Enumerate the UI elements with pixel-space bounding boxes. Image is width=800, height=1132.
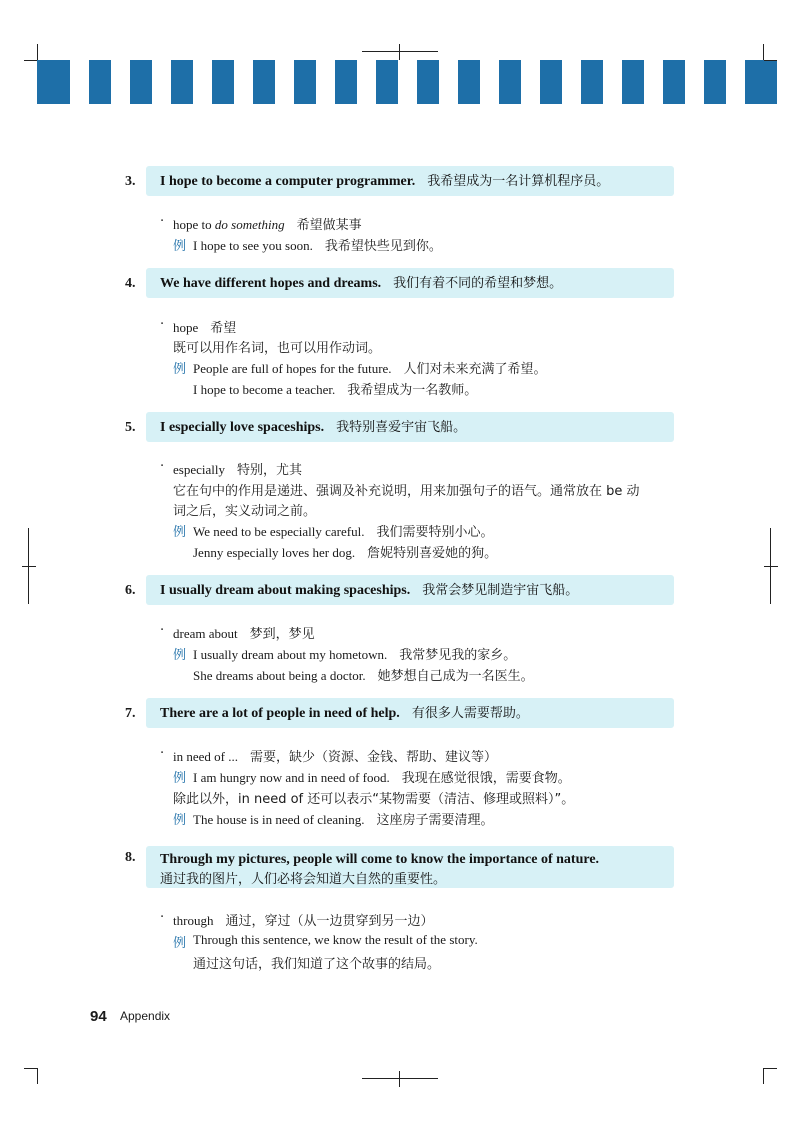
crop-mark (22, 566, 36, 567)
header-stripe (745, 60, 777, 104)
sentence-bar (146, 846, 674, 888)
sentence-cn: 我特别喜爱宇宙飞船。 (336, 420, 467, 435)
example-en: I am hungry now and in need of food. (193, 770, 390, 785)
note-head-cn: 希望做某事 (296, 218, 362, 233)
header-stripe (376, 60, 398, 104)
example-line (193, 767, 571, 786)
note-head (173, 623, 315, 642)
note-head-cn: 需要，缺少（资源、金钱、帮助、建议等） (249, 750, 497, 765)
note-head-cn: 希望 (210, 321, 237, 336)
sentence-cn: 通过我的图片，人们必将会知道大自然的重要性。 (160, 872, 447, 887)
example-cn: 人们对未来充满了希望。 (403, 362, 547, 377)
bullet: · (160, 459, 165, 474)
sentence-cn: 我常会梦见制造宇宙飞船。 (422, 583, 579, 598)
crop-mark (764, 1068, 777, 1069)
crop-mark (764, 60, 777, 61)
example-line (193, 235, 442, 254)
note-head-text: in need of ... (173, 749, 238, 764)
bullet: · (160, 214, 165, 229)
note-head (173, 214, 362, 233)
header-stripe (253, 60, 275, 104)
example-en: I usually dream about my hometown. (193, 647, 388, 662)
crop-mark (399, 44, 400, 60)
section-number: 5. (125, 420, 136, 435)
header-stripe (130, 60, 152, 104)
header-stripe (581, 60, 603, 104)
note-definition-text: 它在句中的作用是递进、强调及补充说明，用来加强句子的语气。通常放在 be 动 (173, 484, 640, 499)
sentence-en: I hope to become a computer programmer. (160, 174, 416, 189)
crop-mark (362, 1078, 438, 1079)
sentence-en: I especially love spaceships. (160, 420, 325, 435)
header-stripe (335, 60, 357, 104)
sentence-bar (146, 698, 674, 728)
example-line (193, 953, 440, 972)
header-stripe (499, 60, 521, 104)
footer-label: Appendix (120, 1009, 171, 1023)
note-definition (173, 788, 574, 807)
header-stripes (37, 60, 777, 104)
note-head-cn: 特别，尤其 (236, 463, 302, 478)
header-stripe (171, 60, 193, 104)
sentence-cn: 有很多人需要帮助。 (411, 706, 529, 721)
example-cn: 她梦想自己成为一名医生。 (377, 669, 534, 684)
example-en: Jenny especially loves her dog. (193, 545, 356, 560)
example-line (193, 932, 478, 948)
section-number: 6. (125, 583, 136, 598)
example-en: I hope to become a teacher. (193, 382, 336, 397)
example-cn: 我现在感觉很饿，需要食物。 (401, 771, 571, 786)
sentence-en: I usually dream about making spaceships. (160, 583, 411, 598)
example-cn: 我们需要特别小心。 (376, 525, 494, 540)
header-stripe (294, 60, 316, 104)
section-number: 8. (125, 850, 136, 865)
crop-mark (24, 60, 37, 61)
example-cn: 我希望成为一名教师。 (347, 383, 478, 398)
sentence-cn: 我们有着不同的希望和梦想。 (393, 276, 563, 291)
header-stripe (458, 60, 480, 104)
bullet: · (160, 623, 165, 638)
example-line (193, 379, 477, 398)
header-stripe (37, 60, 70, 104)
example-line (193, 358, 547, 377)
example-line (193, 542, 497, 561)
note-head-text: hope to (173, 217, 215, 232)
note-head-cn: 通过，穿过（从一边贯穿到另一边） (225, 914, 434, 929)
sentence-en: Through my pictures, people will come to know the importance of nature. (160, 852, 600, 867)
crop-mark (763, 1068, 764, 1084)
note-definition (173, 500, 316, 519)
crop-mark (763, 44, 764, 60)
note-definition-text: 既可以用作名词，也可以用作动词。 (173, 341, 382, 356)
example-en: The house is in need of cleaning. (193, 812, 365, 827)
crop-mark (37, 1068, 38, 1084)
crop-mark (37, 44, 38, 60)
note-head (173, 317, 236, 336)
note-head-text: dream about (173, 626, 238, 641)
sentence-bar (146, 268, 674, 298)
header-stripe (212, 60, 234, 104)
header-stripe (704, 60, 726, 104)
crop-mark (24, 1068, 37, 1069)
example-cn: 通过这句话，我们知道了这个故事的结局。 (193, 957, 441, 972)
note-head (173, 910, 433, 929)
header-stripe (622, 60, 644, 104)
example-line (193, 809, 494, 828)
note-definition (173, 480, 640, 499)
page-number: 94 (90, 1008, 107, 1025)
example-marker: 例 (173, 813, 187, 828)
bullet: · (160, 746, 165, 761)
note-head-italic: do something (214, 217, 285, 232)
example-marker: 例 (173, 525, 187, 540)
note-head-cn: 梦到，梦见 (249, 627, 315, 642)
header-stripe (540, 60, 562, 104)
section-number: 3. (125, 174, 136, 189)
note-head (173, 459, 302, 478)
header-stripe (417, 60, 439, 104)
note-definition (173, 337, 381, 356)
example-en: We need to be especially careful. (193, 524, 365, 539)
example-cn: 这座房子需要清理。 (376, 813, 494, 828)
example-cn: 詹妮特别喜爱她的狗。 (367, 546, 498, 561)
sentence-bar (146, 412, 674, 442)
example-marker: 例 (173, 362, 187, 377)
bullet: · (160, 317, 165, 332)
crop-mark (362, 51, 438, 52)
example-cn: 我常梦见我的家乡。 (399, 648, 517, 663)
example-en: Through this sentence, we know the result of the story. (193, 932, 478, 947)
example-en: I hope to see you soon. (193, 238, 313, 253)
note-head-text: through (173, 913, 214, 928)
note-definition-text: 除此以外，in need of 还可以表示“某物需要（清洁、修理或照料）”。 (173, 792, 575, 807)
example-marker: 例 (173, 648, 187, 663)
sentence-en: We have different hopes and dreams. (160, 276, 382, 291)
note-head (173, 746, 497, 765)
crop-mark (764, 566, 778, 567)
header-stripe (89, 60, 111, 104)
sentence-bar (146, 166, 674, 196)
example-en: She dreams about being a doctor. (193, 668, 366, 683)
example-line (193, 521, 494, 540)
example-marker: 例 (173, 771, 187, 786)
example-en: People are full of hopes for the future. (193, 361, 392, 376)
note-head-text: especially (173, 462, 225, 477)
example-marker: 例 (173, 239, 187, 254)
bullet: · (160, 910, 165, 925)
crop-mark (399, 1071, 400, 1087)
example-line (193, 644, 516, 663)
example-cn: 我希望快些见到你。 (324, 239, 442, 254)
sentence-bar (146, 575, 674, 605)
example-marker: 例 (173, 936, 187, 951)
header-stripe (663, 60, 685, 104)
example-line (193, 665, 534, 684)
section-number: 4. (125, 276, 136, 291)
note-definition-text: 词之后，实义动词之前。 (173, 504, 317, 519)
sentence-en: There are a lot of people in need of help. (160, 706, 400, 721)
note-head-text: hope (173, 320, 199, 335)
sentence-cn: 我希望成为一名计算机程序员。 (427, 174, 610, 189)
section-number: 7. (125, 706, 136, 721)
